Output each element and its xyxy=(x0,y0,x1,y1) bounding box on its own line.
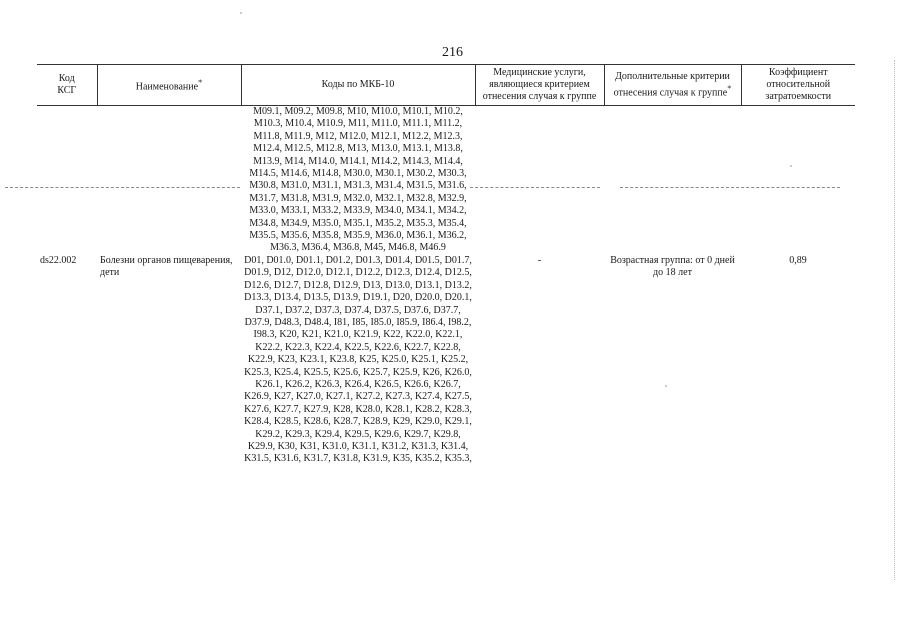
scan-dash-right xyxy=(620,187,840,188)
cell-criteria xyxy=(604,106,741,255)
cell-criteria: Возрастная группа: от 0 дней до 18 лет xyxy=(610,254,735,279)
scan-edge-marks xyxy=(890,60,895,580)
table-row xyxy=(37,255,855,466)
cell-coefficient: 0,89 xyxy=(789,254,807,266)
scan-dot xyxy=(240,12,242,14)
cell-icd-codes: D01, D01.0, D01.1, D01.2, D01.3, D01.4, D01.5, D01.7, D01.9, D12, D12.0, D12.1, D12.2, D12.3, D12.4, D12.5, D12.6, D12.7, D12.8, D12.9, D13, D13.0, D13.1, D13.2, D13.3, D13.4, D13.5, D13.9, D19.1, D20, D20.0, D20.1, D37.1, D37.2, D37.3, D37.4, D37.5, D37.6, D37.7, D37.9, D48.3, D48.4, I81, I85, I85.0, I85.9, I86.4, I98.2, I98.3, K20, K21, K21.0, K21.9, K22, K22.0, K22.1, K22.2, K22.3, K22.4, K22.5, K22.6, K22.7, K22.8, K22.9, K23, K23.1, K23.8, K25, K25.0, K25.1, K25.2, K25.3, K25.4, K25.5, K25.6, K25.7, K25.9, K26, K26.0, K26.1, K26.2, K26.3, K26.4, K26.5, K26.6, K26.7, K26.9, K27, K27.0, K27.1, K27.2, K27.3, K27.4, K27.5, K27.6, K27.7, K27.9, K28, K28.0, K28.1, K28.2, K28.3, K28.4, K28.5, K28.6, K28.7, K28.9, K29, K29.0, K29.1, K29.2, K29.3, K29.4, K29.5, K29.6, K29.7, K29.8, K29.9, K30, K31, K31.0, K31.1, K31.2, K31.3, K31.4, K31.5, K31.6, K31.7, K31.8, K31.9, K35, K35.2, K35.3, xyxy=(244,254,472,465)
header-icd-text: Коды по МКБ-10 xyxy=(321,79,395,90)
header-coefficient xyxy=(741,65,855,106)
ksg-table xyxy=(37,64,855,466)
header-code xyxy=(37,65,97,106)
header-name xyxy=(97,65,241,106)
header-name-text: Наименование xyxy=(135,81,199,93)
scan-dash-middle xyxy=(470,187,600,188)
header-services xyxy=(475,65,604,106)
cell-coefficient xyxy=(741,106,855,255)
header-criteria-mark: * xyxy=(727,83,732,93)
cell-code xyxy=(37,106,97,255)
cell-code: ds22.002 xyxy=(40,254,77,266)
scan-dot xyxy=(665,385,667,387)
header-services-text: Медицинские услуги, являющиеся критерием отнесения случая к группе xyxy=(482,67,597,102)
cell-icd-codes: M09.1, M09.2, M09.8, M10, M10.0, M10.1, M10.2, M10.3, M10.4, M10.9, M11, M11.0, M11.1, M11.2, M11.8, M11.9, M12, M12.0, M12.1, M12.2, M12.3, M12.4, M12.5, M12.8, M13, M13.0, M13.1, M13.8, M13.9, M14, M14.0, M14.1, M14.2, M14.3, M14.4, M14.5, M14.6, M14.8, M30.0, M30.1, M30.2, M30.3, M30.8, M31.0, M31.1, M31.3, M31.4, M31.5, M31.6, M31.7, M31.8, M31.9, M32.0, M32.1, M32.8, M32.9, M33.0, M33.1, M33.2, M33.9, M34.0, M34.1, M34.2, M34.8, M34.9, M35.0, M35.1, M35.2, M35.3, M35.4, M35.5, M35.6, M35.8, M35.9, M36.0, M36.1, M36.2, M36.3, M36.4, M36.8, M45, M46.8, M46.9 xyxy=(249,106,467,254)
header-criteria xyxy=(604,65,741,106)
table-row xyxy=(37,106,855,255)
scan-dash-left xyxy=(5,187,240,188)
header-icd-codes xyxy=(241,65,475,106)
page-number: 216 xyxy=(442,45,463,60)
table-header-row xyxy=(37,65,855,106)
cell-services xyxy=(475,106,604,255)
cell-services: - xyxy=(537,254,542,266)
cell-name: Болезни органов пищеварения, дети xyxy=(100,254,233,279)
header-coefficient-text: Коэффициент относительной затратоемкости xyxy=(765,67,832,102)
header-name-mark: * xyxy=(198,77,203,87)
cell-name xyxy=(97,106,241,255)
header-criteria-text: Дополнительные критерии отнесения случая к группе xyxy=(613,70,730,99)
header-code-text: Код КСГ xyxy=(57,73,77,96)
scan-dot xyxy=(790,165,792,167)
